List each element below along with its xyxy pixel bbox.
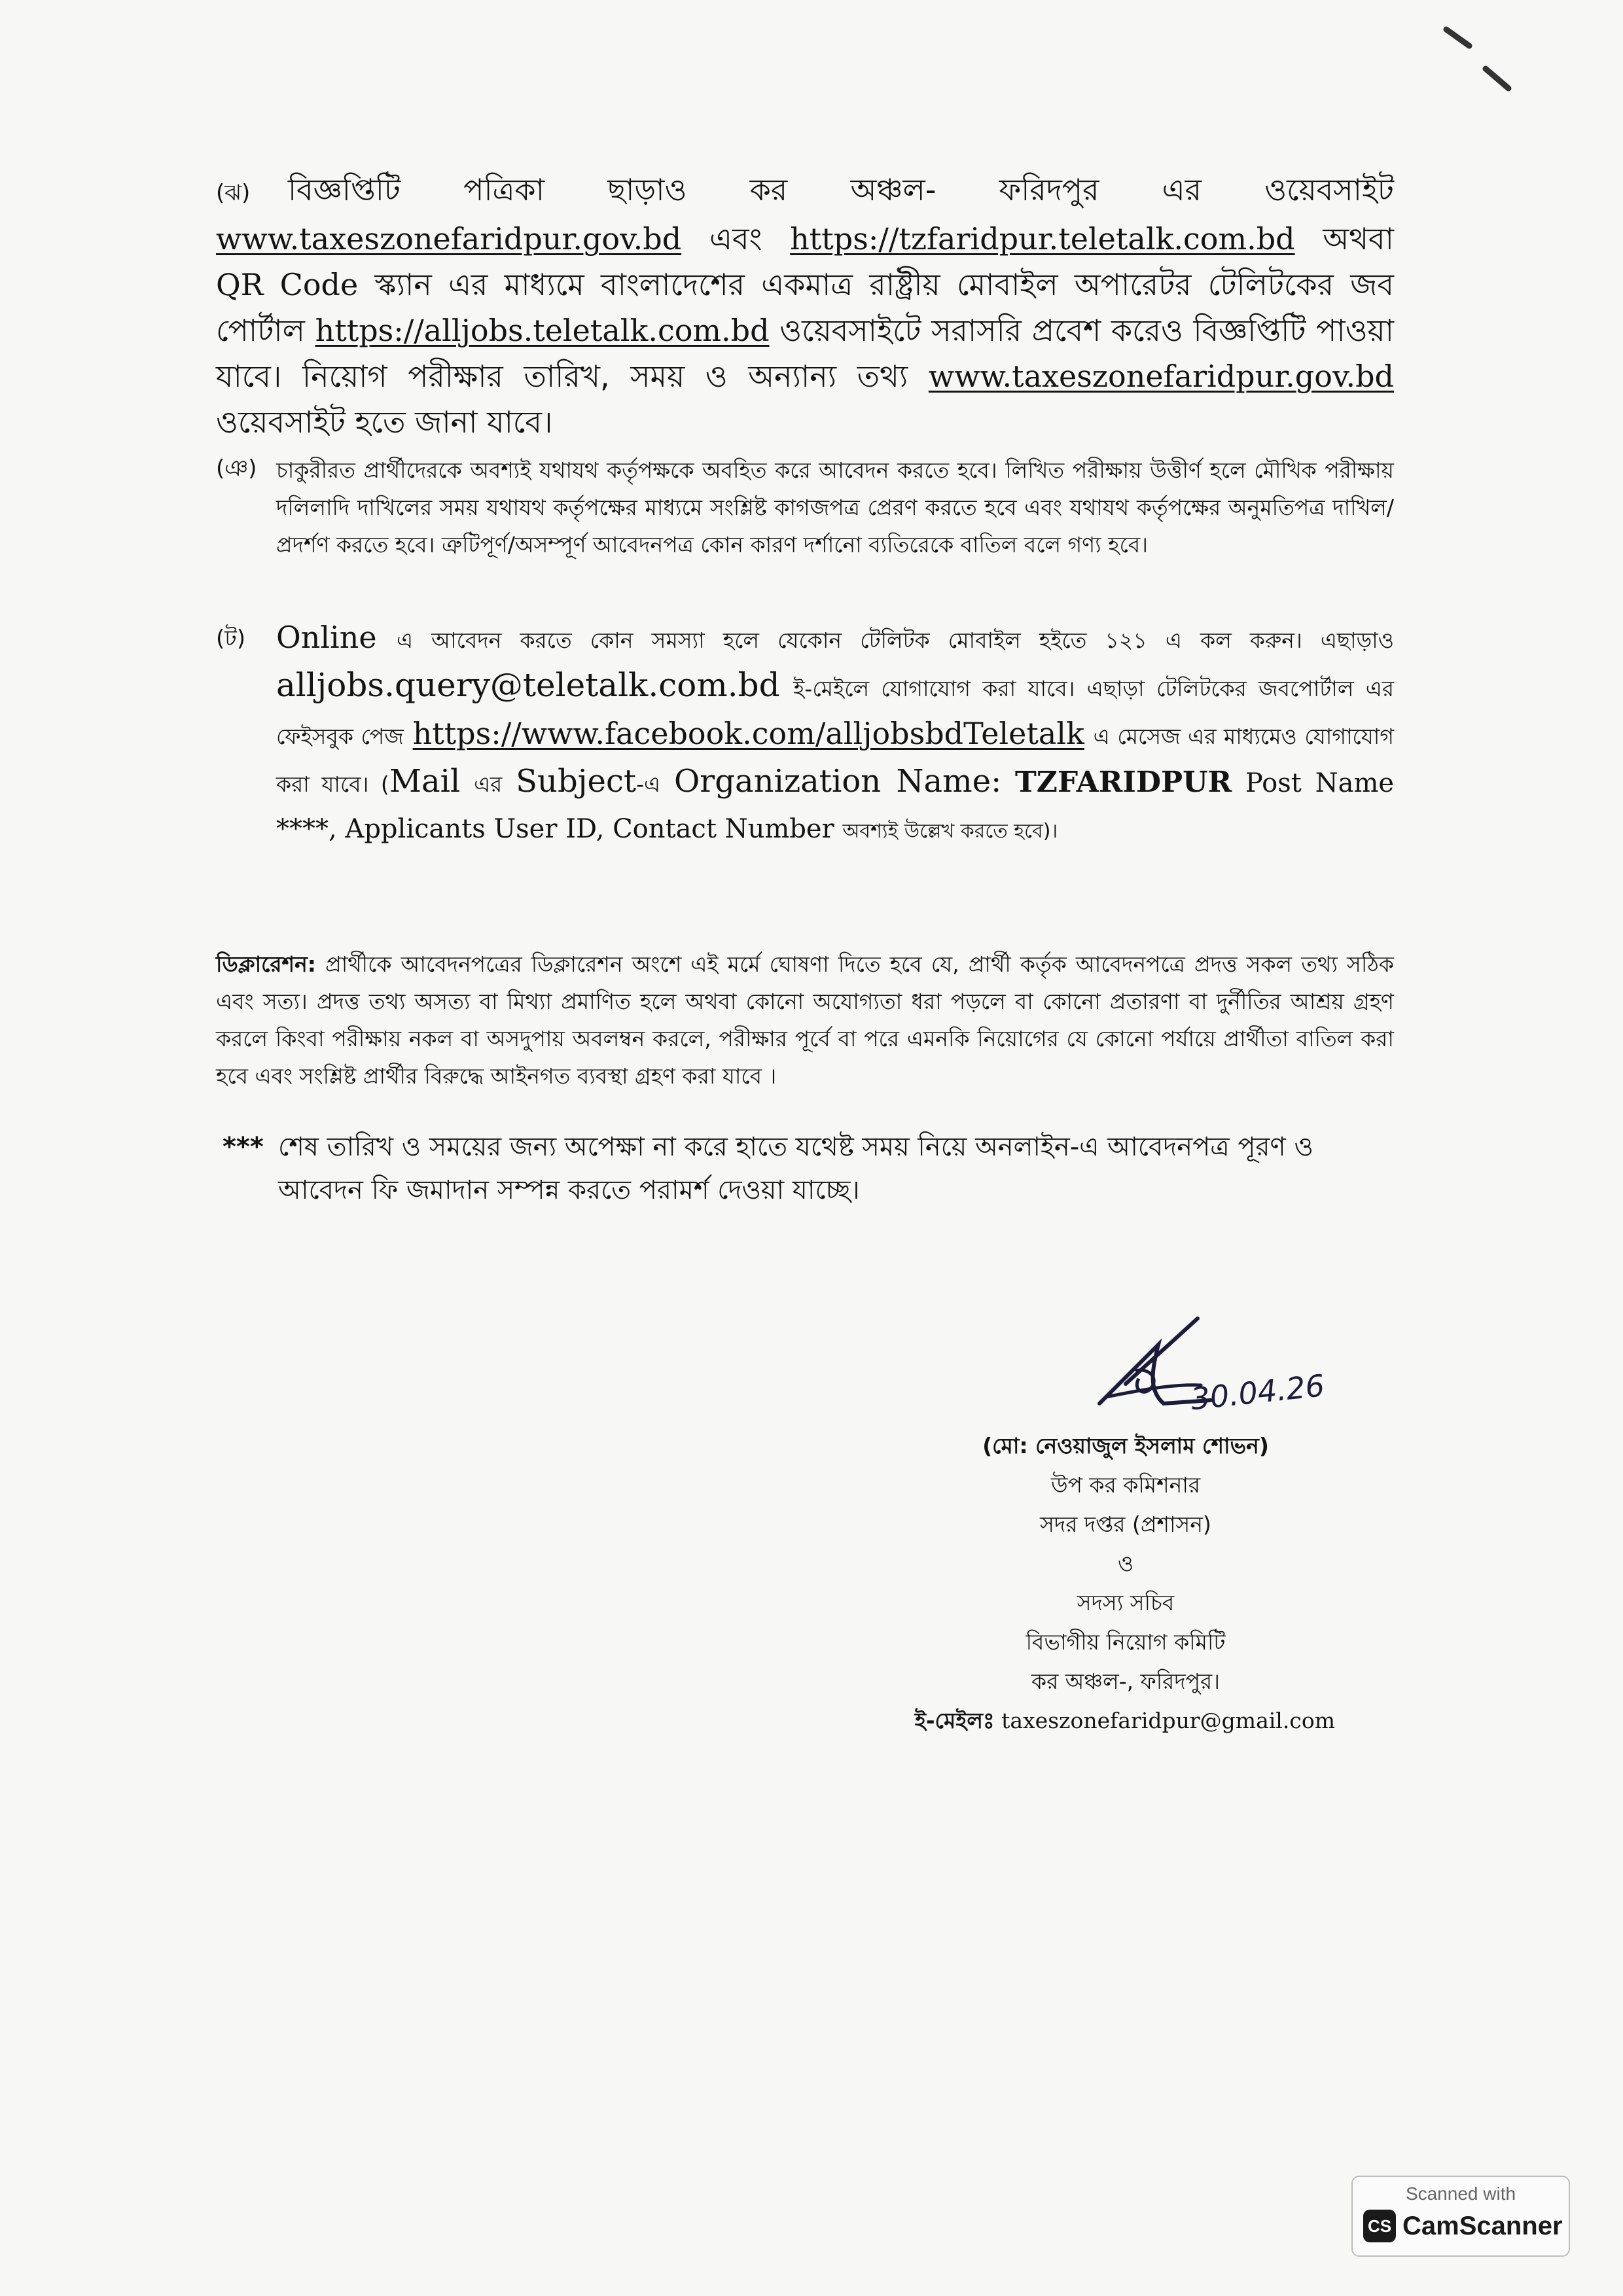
svg-text:30.04.26: 30.04.26: [1189, 1368, 1327, 1417]
paragraph-text: এর: [474, 771, 503, 797]
note-stars: ***: [223, 1132, 264, 1162]
signatory-title: বিভাগীয় নিয়োগ কমিটি: [1026, 1629, 1226, 1655]
scanned-with-text: Scanned with: [1405, 2183, 1516, 2204]
signatory-email-row: [864, 1701, 1387, 1740]
online-text: Online: [276, 620, 377, 655]
qr-code-text: QR Code: [216, 267, 359, 302]
camscanner-brand: CamScanner: [1402, 2211, 1563, 2240]
signatory-title: সদর দপ্তর (প্রশাসন): [1040, 1511, 1211, 1537]
mail-text: Mail: [389, 763, 461, 800]
paragraph-text: বিজ্ঞপ্তিটি পত্রিকা ছাড়াও কর অঞ্চল- ফরিদপুর এর ওয়েবসাইট: [288, 172, 1394, 207]
paragraph-jha: [216, 167, 1394, 445]
facebook-link[interactable]: https://www.facebook.com/alljobsbdTeletalk: [412, 716, 1084, 751]
alljobs-link[interactable]: https://alljobs.teletalk.com.bd: [315, 313, 770, 348]
post-name-text: Post Name ****, Applicants User ID, Contact Number: [276, 768, 1395, 844]
declaration: [216, 945, 1394, 1095]
signatory-title: উপ কর কমিশনার: [1050, 1472, 1201, 1498]
paragraph-text: এ আবেদন করতে কোন সমস্যা হলে যেকোন টেলিটক মোবাইল হইতে ১২১ এ কল করুন। এছাড়াও: [396, 627, 1395, 653]
scan-corner-marks: [1433, 7, 1538, 105]
paragraph-text: ওয়েবসাইট হতে জানা যাবে।: [216, 404, 553, 440]
signatory-title: কর অঞ্চল-, ফরিদপুর।: [1031, 1669, 1221, 1694]
organization-name-label: Organization Name:: [673, 763, 1002, 800]
paragraph-marker: (ট): [216, 626, 246, 652]
signature-block: [864, 1426, 1387, 1740]
declaration-text: প্রার্থীকে আবেদনপত্রের ডিক্লারেশন অংশে এই মর্মে ঘোষণা দিতে হবে যে, প্রার্থী কর্তৃক আবেদনপত্রে প্রদত্ত সকল তথ্য সঠিক এবং সত্য। প্রদত্ত তথ্য অসত্য বা মিথ্যা প্রমাণিত হলে অথবা কোনো অযোগ্যতা ধরা পড়লে বা কোনো প্রতারণা বা দুর্নীতির আশ্রয় গ্রহণ করলে কিংবা পরীক্ষায় নকল বা অসদুপায় অবলম্বন করলে, পরীক্ষার পূর্বে বা পরে এমনকি নিয়োগের যে কোনো পর্যায়ে প্রার্থীতা বাতিল করা হবে এবং সংশ্লিষ্ট প্রার্থীর বিরুদ্ধে আইনগত ব্যবস্থা গ্রহণ করা যাবে ।: [216, 951, 1394, 1089]
support-email[interactable]: alljobs.query@teletalk.com.bd: [276, 666, 780, 704]
paragraph-text: চাকুরীরত প্রার্থীদেরকে অবশ্যই যথাযথ কর্তৃপক্ষকে অবহিত করে আবেদন করতে হবে। লিখিত পরীক্ষায় উত্তীর্ণ হলে মৌখিক পরীক্ষায় দলিলাদি দাখিলের সময় যথাযথ কর্তৃপক্ষের মাধ্যমে সংশ্লিষ্ট কাগজপত্র প্রেরণ করতে হবে এবং যথাযথ কর্তৃপক্ষের অনুমতিপত্র দাখিল/প্রদর্শণ করতে হবে। ত্রুটিপূর্ণ/অসম্পূর্ণ আবেদনপত্র কোন কারণ দর্শানো ব্যতিরেকে বাতিল বলে গণ্য হবে।: [276, 457, 1394, 557]
camscanner-watermark: [1351, 2176, 1570, 2257]
deadline-note: [223, 1125, 1394, 1212]
declaration-label: ডিক্লারেশন:: [216, 951, 316, 977]
paragraph-text: এ মেসেজ এর মাধ্যমেও যোগাযোগ করা যাবে। (: [276, 724, 1394, 797]
signatory-email[interactable]: taxeszonefaridpur@gmail.com: [1001, 1708, 1335, 1733]
note-text: শেষ তারিখ ও সময়ের জন্য অপেক্ষা না করে হাতে যথেষ্ট সময় নিয়ে অনলাইন-এ আবেদনপত্র পূরণ ও আবেদন ফি জমাদান সম্পন্ন করতে পরামর্শ দেওয়া যাচ্ছে।: [278, 1132, 1313, 1205]
paragraph-text: ওয়েবসাইটে সরাসরি প্রবেশ করেও বিজ্ঞপ্তিটি পাওয়া যাবে। নিয়োগ পরীক্ষার তারিখ, সময় ও অন্যান্য তথ্য: [216, 313, 1394, 394]
organization-name-value: TZFARIDPUR: [1015, 766, 1232, 799]
paragraph-marker: (ঝ): [216, 180, 251, 206]
signatory-title: সদস্য সচিব: [1077, 1590, 1175, 1616]
handwritten-signature: [1086, 1305, 1361, 1436]
email-label: ই-মেইলঃ: [914, 1708, 995, 1733]
signatory-name: (মো: নেওয়াজুল ইসলাম শোভন): [982, 1433, 1269, 1458]
paragraph-text: এবং: [709, 221, 762, 256]
paragraph-text: অবশ্যই উল্লেখ করতে হবে)।: [842, 820, 1058, 843]
subject-text: Subject: [516, 763, 637, 800]
teletalk-link[interactable]: https://tzfaridpur.teletalk.com.bd: [790, 221, 1295, 256]
paragraph-nya: [216, 451, 1394, 563]
website-link[interactable]: www.taxeszonefaridpur.gov.bd: [216, 221, 682, 256]
signatory-title: ও: [1117, 1551, 1134, 1576]
website-link[interactable]: www.taxeszonefaridpur.gov.bd: [928, 359, 1394, 394]
paragraph-ta: [216, 615, 1394, 854]
paragraph-marker: (ঞ): [216, 455, 257, 482]
camscanner-logo-icon: CS: [1363, 2210, 1396, 2242]
paragraph-text: -এ: [636, 771, 661, 797]
paragraph-text: স্ক্যান এর মাধ্যমে বাংলাদেশের একমাত্র রাষ্ট্রীয় মোবাইল অপারেটর টেলিটকের জব পোর্টাল: [216, 267, 1394, 348]
paragraph-text: অথবা: [1323, 221, 1394, 256]
paragraph-text: ই-মেইলে যোগাযোগ করা যাবে। এছাড়া টেলিটকের জবপোর্টাল এর ফেইসবুক পেজ: [276, 676, 1394, 749]
